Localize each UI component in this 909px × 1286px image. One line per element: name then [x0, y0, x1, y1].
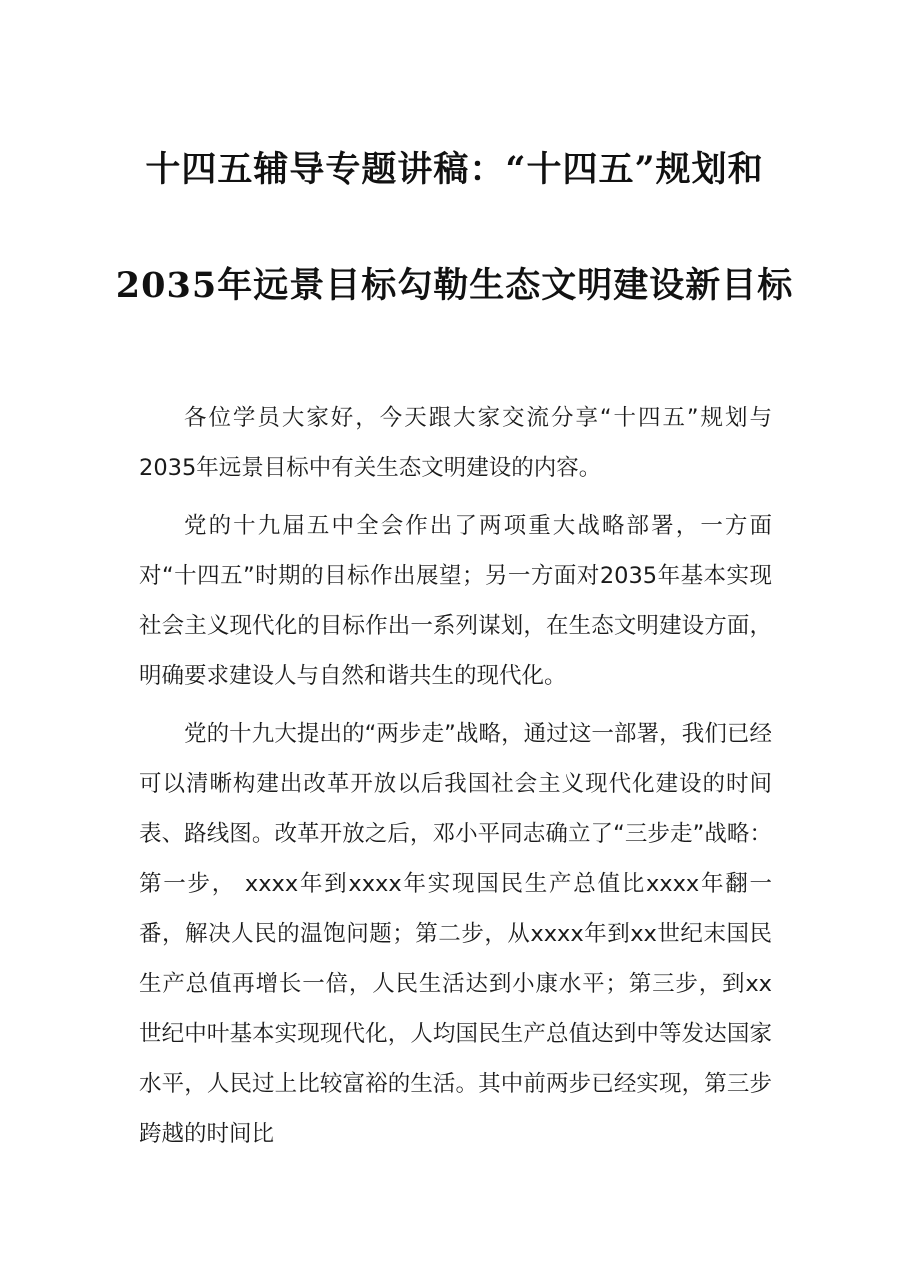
paragraph-intro: 各位学员大家好，今天跟大家交流分享“十四五”规划与2035年远景目标中有关生态文明建设的内容。	[139, 405, 772, 481]
title-line-2: 2035年远景目标勾勒生态文明建设新目标	[115, 265, 794, 306]
title-line-1: 十四五辅导专题讲稿：“十四五”规划和	[145, 149, 764, 190]
paragraph-plenary: 党的十九届五中全会作出了两项重大战略部署，一方面对“十四五”时期的目标作出展望；另一方面对2035年基本实现社会主义现代化的目标作出一系列谋划，在生态文明建设方面，明确要求建设人与自然和谐共生的现代化。	[139, 513, 772, 689]
paragraph-two-steps: 党的十九大提出的“两步走”战略，通过这一部署，我们已经可以清晰构建出改革开放以后我国社会主义现代化建设的时间表、路线图。改革开放之后，邓小平同志确立了“三步走”战略：第一步， xxxx年到xxxx年实现国民生产总值比xxxx年翻一番，解决人民的温饱问题；第二步，从xxxx年到xx世纪末国民生产总值再增长一倍，人民生活达到小康水平；第三步，到xx世纪中叶基本实现现代化，人均国民生产总值达到中等发达国家水平，人民过上比较富裕的生活。其中前两步已经实现，第三步跨越的时间比	[139, 721, 772, 1147]
document-body	[139, 393, 772, 1159]
